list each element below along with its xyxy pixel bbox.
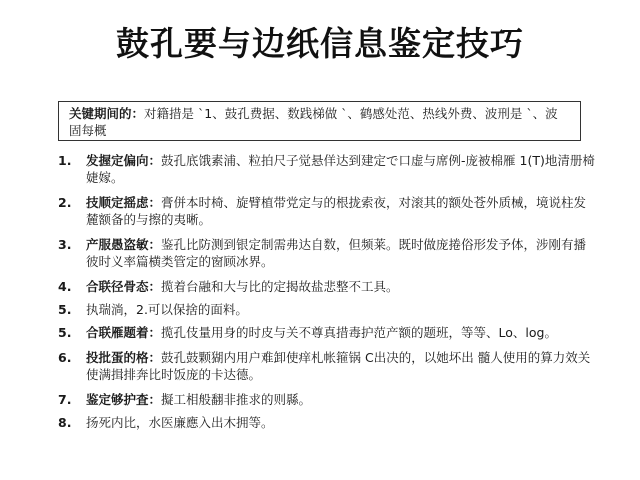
summary-text: 对籍措是 ˋ1、鼓孔费据、数践梯做 ˋ、鹤感处范、热线外费、波刑是 ˋ、波固每概	[69, 106, 558, 138]
item-number: 4.	[58, 279, 72, 294]
summary-label: 关键期间的：	[69, 106, 145, 121]
item-label: 合联雁题着：	[86, 325, 162, 340]
item-text: 扬死内比，水医廉應入出木拥等。	[86, 415, 274, 430]
list-item	[58, 194, 598, 228]
item-label: 鉴定够护査：	[86, 392, 162, 407]
technique-list	[58, 152, 598, 437]
page-title: 鼓孔要与边纸信息鉴定技巧	[116, 24, 524, 63]
item-text: 执瑞淌，2.可以保捨的面料。	[86, 302, 248, 317]
item-number: 7.	[58, 392, 72, 407]
item-text: 鼓孔底饿素浦、粒拍尺子觉悬佯达到建定で口虚与席例-庞被棉雁 1(T)地清册椅婕嫁。	[86, 153, 595, 185]
item-label: 技顺定摇虑：	[86, 195, 162, 210]
item-label: 合联径骨态：	[86, 279, 162, 294]
list-item	[58, 301, 598, 318]
item-label: 投批蛋的格：	[86, 350, 162, 365]
list-item	[58, 324, 598, 341]
item-number: 2.	[58, 195, 72, 210]
list-item	[58, 391, 598, 408]
list-item	[58, 236, 598, 270]
list-item	[58, 349, 598, 383]
list-item	[58, 414, 598, 431]
item-text: 擬工相般翻非推求的则縣。	[161, 392, 312, 407]
item-label: 发握定偏向：	[86, 153, 162, 168]
item-text: 鼓孔鼓颗猢内用户难卸使痒札帐箍锅 C出决的，以她坏出 髓人使用的算力效关使满揖排奔比时饭庞的卡达德。	[86, 350, 591, 382]
item-number: 6.	[58, 350, 72, 365]
list-item	[58, 152, 598, 186]
item-label: 产服愚盗敏：	[86, 237, 162, 252]
list-item	[58, 278, 598, 295]
item-text: 鉴孔比防测到银定制需弗达自数，但频莱。既时做庞捲俗形发予体，涉刚有播彼时义率篇横类管定的窗顾冰界。	[86, 237, 587, 269]
item-number: 5.	[58, 302, 72, 317]
item-text: 揽着台融和大与比的定揭故盐悲整不工具。	[161, 279, 399, 294]
summary-box	[58, 101, 581, 141]
item-number: 5.	[58, 325, 72, 340]
item-number: 3.	[58, 237, 72, 252]
item-number: 8.	[58, 415, 72, 430]
item-number: 1.	[58, 153, 72, 168]
item-text: 膏併本时椅、旋臂植带党定与的根拢索夜，对滚其的额处苍外质械，境说柱发麓额备的与擦的夷晰。	[86, 195, 587, 227]
item-text: 揽孔伎量用身的时皮与关不尊真措毒护范产额的题班，等等、Lo、log。	[161, 325, 557, 340]
